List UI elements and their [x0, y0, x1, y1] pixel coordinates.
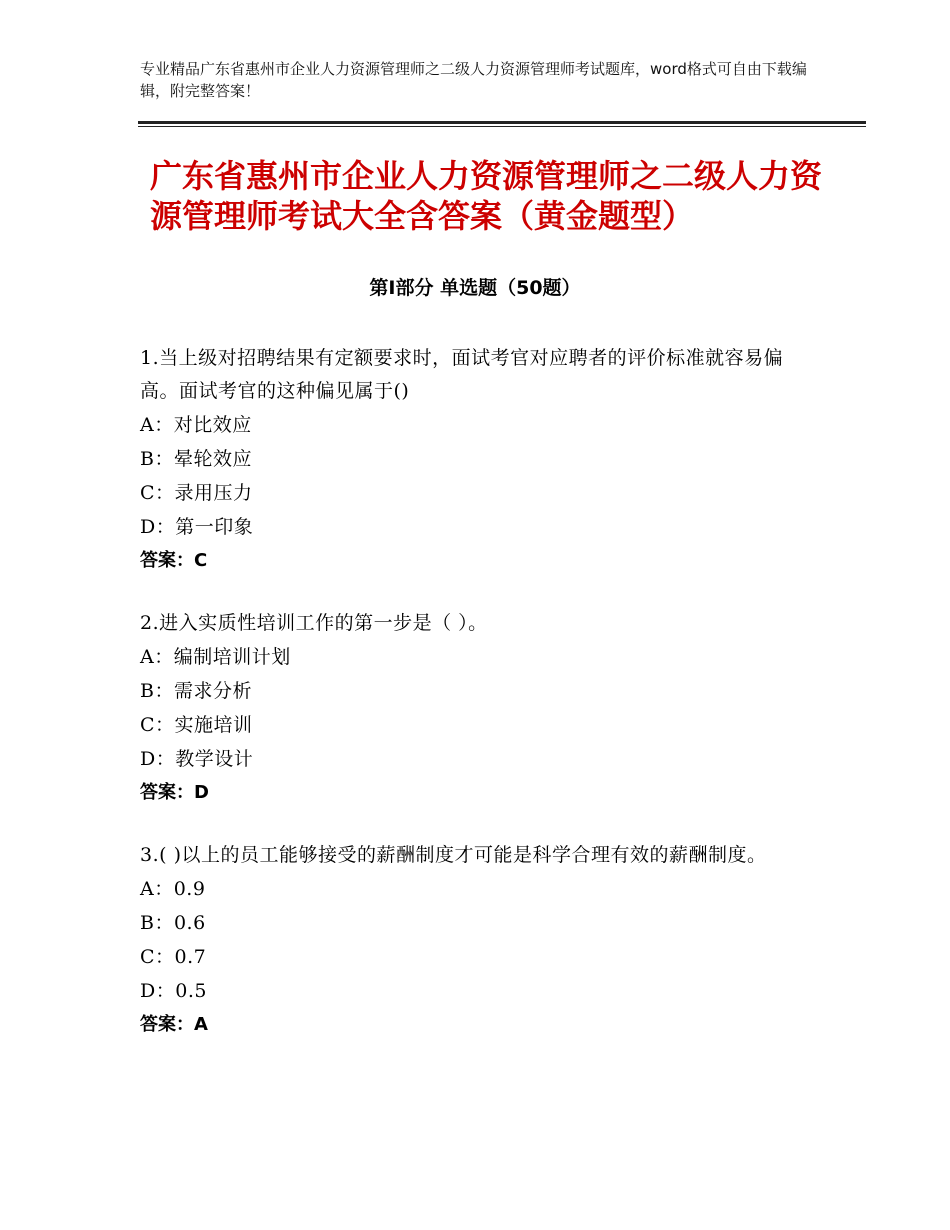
- option-b: B：0.6: [140, 912, 206, 934]
- header-divider-thin: [138, 126, 866, 127]
- question-stem: 3.( )以上的员工能够接受的薪酬制度才可能是科学合理有效的薪酬制度。: [140, 844, 767, 866]
- option-d: D：第一印象: [140, 516, 254, 538]
- question-stem: 2.进入实质性培训工作的第一步是（ ）。: [140, 612, 488, 634]
- header-divider-thick: [138, 121, 866, 124]
- question-2: [140, 607, 820, 810]
- option-c: C：0.7: [140, 946, 207, 968]
- answer: 答案：A: [140, 1014, 208, 1035]
- question-list: [140, 342, 820, 1071]
- question-3: [140, 839, 820, 1042]
- option-c: C：实施培训: [140, 714, 253, 736]
- section-title: 第Ⅰ部分 单选题（50题）: [369, 277, 581, 299]
- option-b: B：需求分析: [140, 680, 252, 702]
- header-note: 专业精品广东省惠州市企业人力资源管理师之二级人力资源管理师考试题库，word格式可自由下载编辑，附完整答案！: [140, 60, 807, 100]
- answer: 答案：D: [140, 782, 209, 803]
- option-a: A：0.9: [140, 878, 206, 900]
- option-a: A：编制培训计划: [140, 646, 291, 668]
- question-stem: 1.当上级对招聘结果有定额要求时，面试考官对应聘者的评价标准就容易偏高。面试考官的这种偏见属于(): [140, 347, 784, 402]
- question-1: [140, 342, 820, 578]
- document-title: 广东省惠州市企业人力资源管理师之二级人力资源管理师考试大全含答案（黄金题型）: [150, 157, 823, 235]
- answer: 答案：C: [140, 550, 208, 571]
- option-a: A：对比效应: [140, 414, 252, 436]
- option-d: D：0.5: [140, 980, 207, 1002]
- option-d: D：教学设计: [140, 748, 254, 770]
- option-b: B：晕轮效应: [140, 448, 252, 470]
- option-c: C：录用压力: [140, 482, 253, 504]
